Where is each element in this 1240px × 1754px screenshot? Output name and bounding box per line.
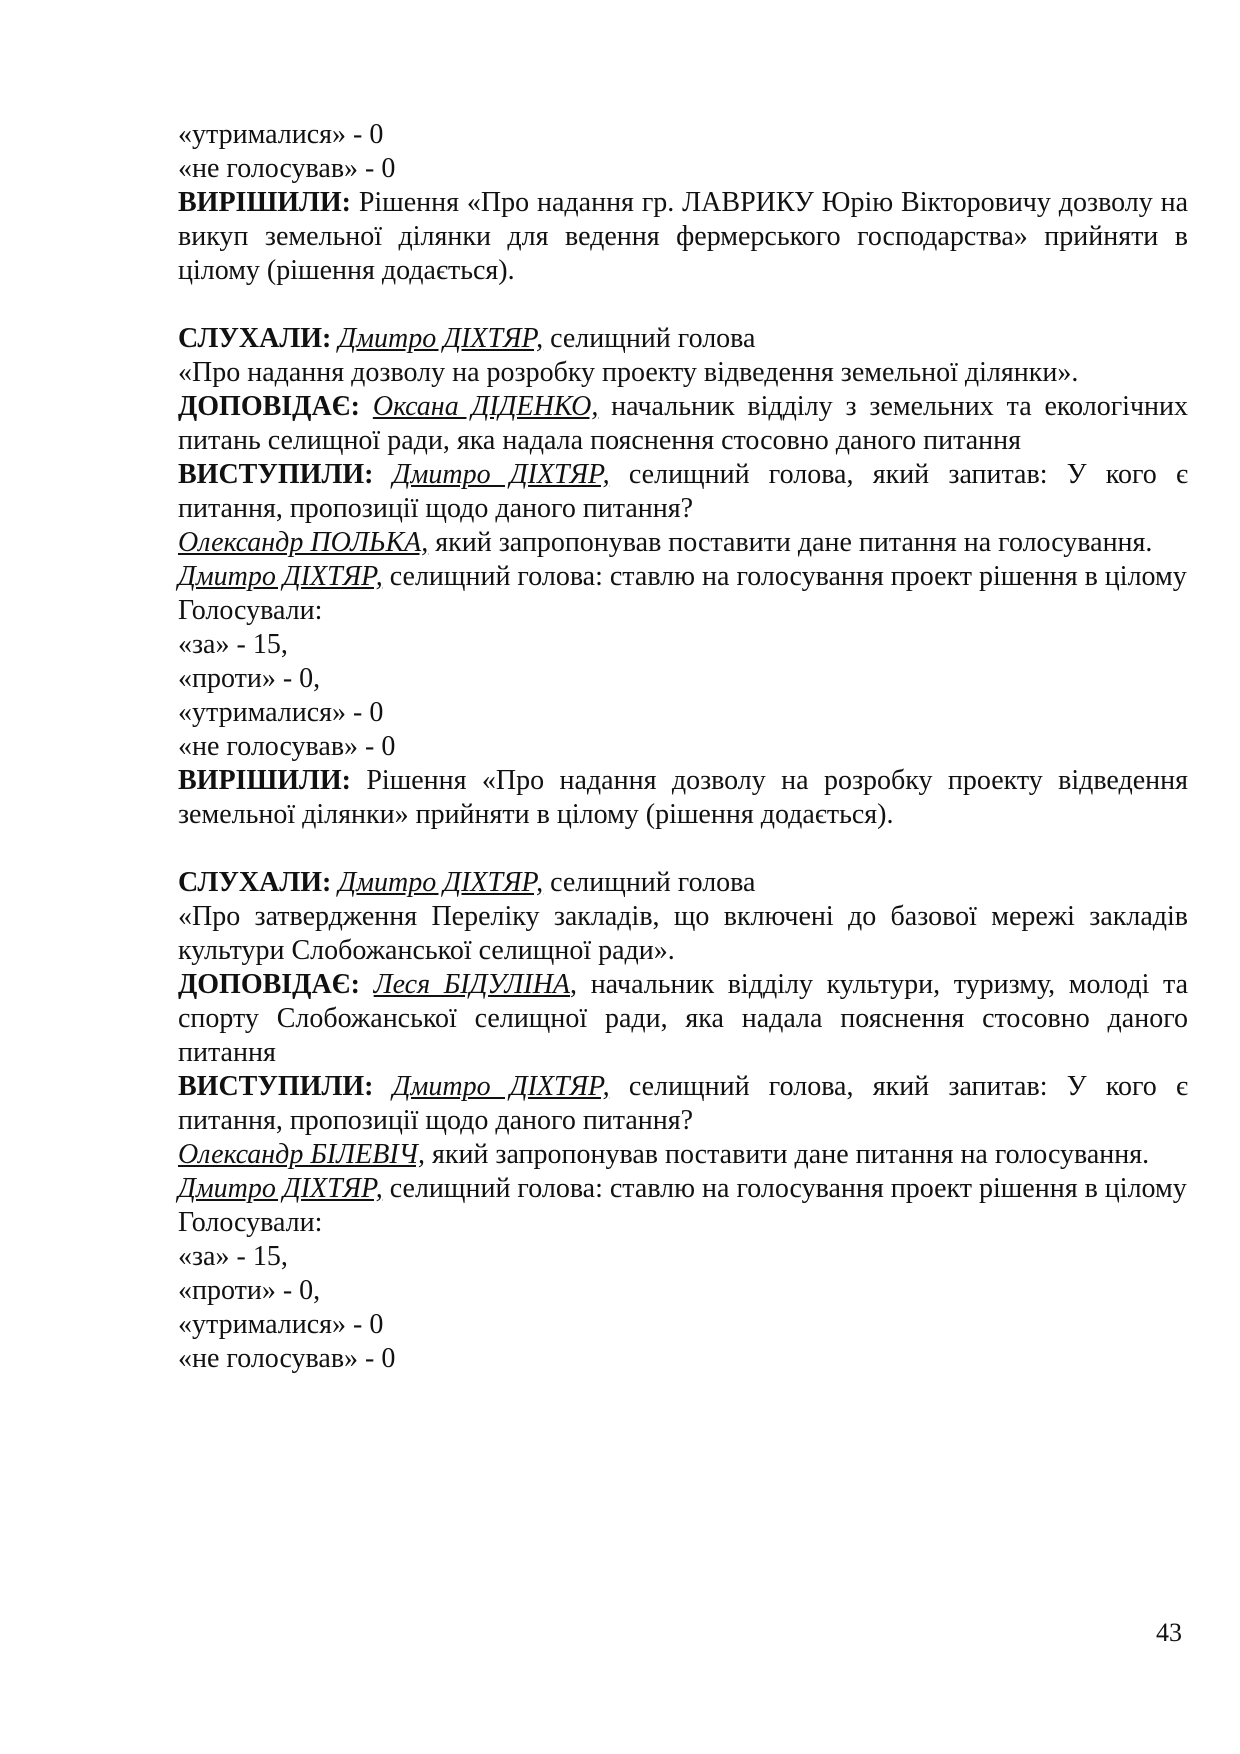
spoke-label: ВИСТУПИЛИ:: [178, 459, 374, 490]
decided-text: Рішення «Про надання дозволу на розробку проекту відведення земельної ділянки» прийняти в цілому (рішення додається).: [178, 765, 1188, 830]
spoke-text: селищний голова, який запитав: У кого є питання, пропозиції щодо даного питання?: [178, 1071, 1188, 1136]
report-name: Оксана ДІДЕНКО,: [372, 391, 599, 422]
vote-against: «проти» - 0,: [178, 1275, 321, 1306]
heard-name: Дмитро ДІХТЯР,: [338, 867, 544, 898]
page-number: 43: [1156, 1618, 1182, 1647]
chair-paragraph: [178, 560, 1188, 594]
decided-text: Рішення «Про надання гр. ЛАВРИКУ Юрію Вікторовичу дозволу на викуп земельної ділянки для ведення фермерського господарства» прийняти в цілому (рішення додається).: [178, 187, 1188, 286]
spoke-text: селищний голова, який запитав: У кого є питання, пропозиції щодо даного питання?: [178, 459, 1188, 524]
decision-paragraph: [178, 186, 1188, 288]
voted-label: Голосували:: [178, 1207, 323, 1238]
report-paragraph: [178, 968, 1188, 1070]
topic: «Про надання дозволу на розробку проекту відведення земельної ділянки».: [178, 357, 1079, 388]
voted-label: Голосували:: [178, 595, 323, 626]
heard-role: селищний голова: [543, 867, 756, 898]
vote-for: «за» - 15,: [178, 1241, 288, 1272]
vote-for: «за» - 15,: [178, 629, 288, 660]
heard-label: СЛУХАЛИ:: [178, 867, 332, 898]
spoke-name: Дмитро ДІХТЯР,: [392, 1071, 610, 1102]
spoke-paragraph: [178, 1070, 1188, 1138]
vote-abstain: «утрималися» - 0: [178, 119, 384, 150]
heard-role: селищний голова: [543, 323, 756, 354]
vote-novote: «не голосував» - 0: [178, 153, 396, 184]
report-text: начальник відділу з земельних та екологічних питань селищної ради, яка надала пояснення стосовно даного питання: [178, 391, 1189, 456]
chair-name: Дмитро ДІХТЯР,: [178, 561, 383, 592]
chair-name: Дмитро ДІХТЯР,: [178, 1173, 383, 1204]
proposer-paragraph: [178, 1138, 1188, 1172]
spacer: [178, 288, 1188, 322]
report-name: Леся БІДУЛІНА: [373, 969, 571, 1000]
report-paragraph: [178, 390, 1188, 458]
decided-label: ВИРІШИЛИ:: [178, 765, 351, 796]
heard-label: СЛУХАЛИ:: [178, 323, 332, 354]
vote-novote: «не голосував» - 0: [178, 731, 396, 762]
proposer-name: Олександр ПОЛЬКА,: [178, 527, 429, 558]
report-label: ДОПОВІДАЄ:: [178, 969, 360, 1000]
proposer-text: який запропонував поставити дане питання на голосування.: [428, 527, 1153, 558]
proposer-text: який запропонував поставити дане питання на голосування.: [424, 1139, 1150, 1170]
heard-paragraph: [178, 866, 1188, 900]
proposer-name: Олександр БІЛЕВІЧ,: [178, 1139, 425, 1170]
chair-text: селищний голова: ставлю на голосування проект рішення в цілому: [382, 1173, 1187, 1204]
chair-paragraph: [178, 1172, 1188, 1206]
decided-label: ВИРІШИЛИ:: [178, 187, 351, 218]
report-text: , начальник відділу культури, туризму, молоді та спорту Слобожанської селищної ради, яка надала пояснення стосовно даного питання: [178, 969, 1189, 1068]
spoke-label: ВИСТУПИЛИ:: [178, 1071, 374, 1102]
spacer: [178, 832, 1188, 866]
vote-novote: «не голосував» - 0: [178, 1343, 396, 1374]
spoke-paragraph: [178, 458, 1188, 526]
vote-against: «проти» - 0,: [178, 663, 321, 694]
decision-paragraph: [178, 764, 1188, 832]
chair-text: селищний голова: ставлю на голосування проект рішення в цілому: [382, 561, 1187, 592]
report-label: ДОПОВІДАЄ:: [178, 391, 360, 422]
spoke-name: Дмитро ДІХТЯР,: [392, 459, 610, 490]
heard-paragraph: [178, 322, 1188, 356]
vote-abstain: «утрималися» - 0: [178, 1309, 384, 1340]
document-page: [178, 118, 1188, 1376]
heard-name: Дмитро ДІХТЯР,: [338, 323, 544, 354]
vote-abstain: «утрималися» - 0: [178, 697, 384, 728]
topic: «Про затвердження Переліку закладів, що включені до базової мережі закладів культури Слобожанської селищної ради».: [178, 901, 1188, 966]
proposer-paragraph: [178, 526, 1188, 560]
